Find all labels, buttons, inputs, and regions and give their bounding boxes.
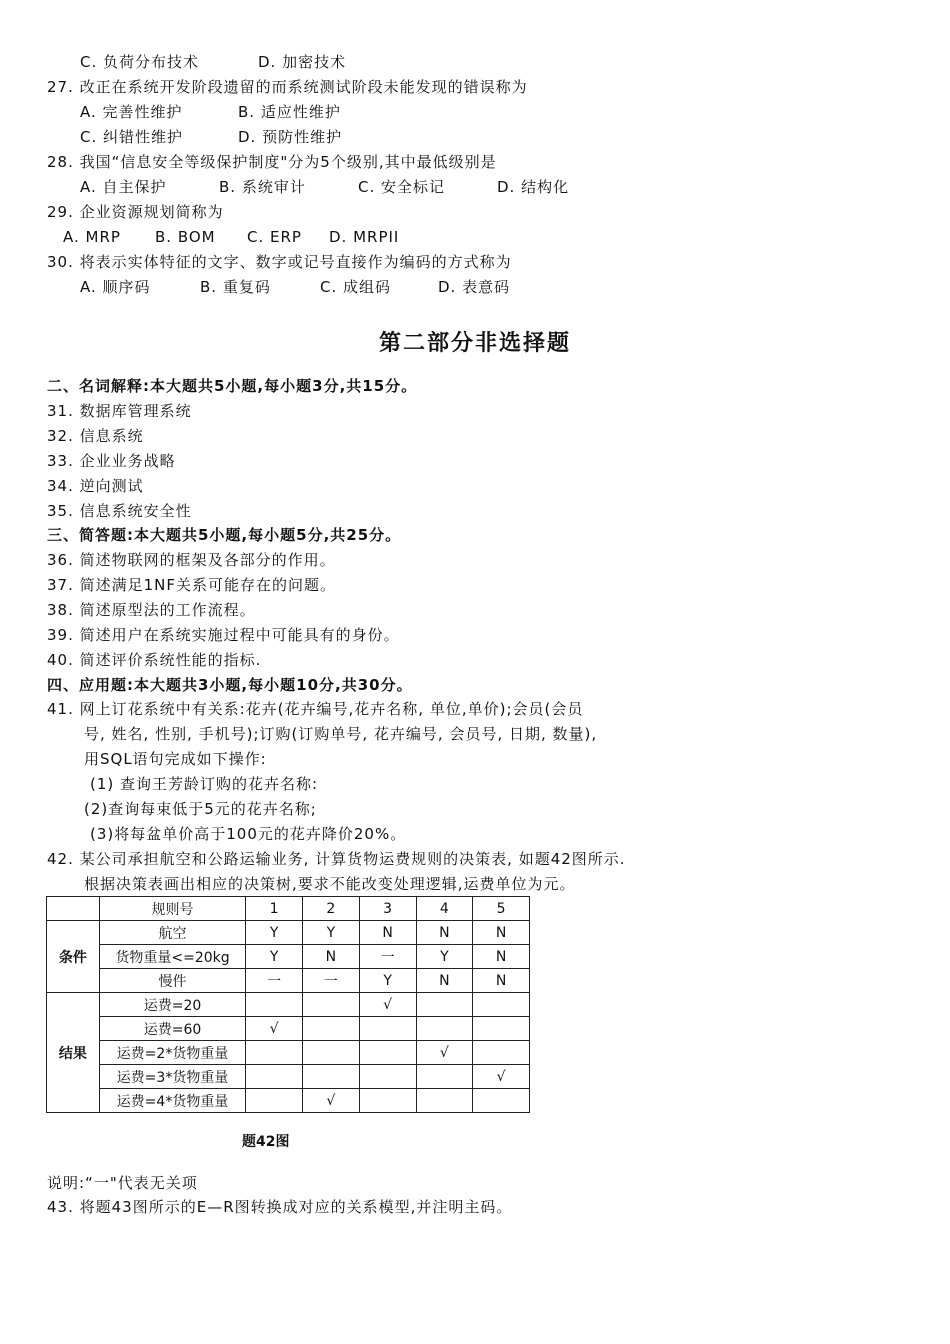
q41-subquestion: (1) 查询王芳龄订购的花卉名称: [90, 775, 319, 793]
table-cell: √ [416, 1041, 473, 1065]
condition-label: 航空 [99, 921, 245, 945]
question-item: 37. 简述满足1NF关系可能存在的问题。 [47, 576, 337, 594]
q28-option-b: B. 系统审计 [219, 178, 306, 196]
condition-label: 货物重量<=20kg [99, 945, 245, 969]
table-cell [416, 1017, 473, 1041]
result-label: 运费=3*货物重量 [99, 1065, 245, 1089]
table-row [47, 969, 530, 993]
q42-line: 根据决策表画出相应的决策树,要求不能改变处理逻辑,运费单位为元。 [84, 875, 576, 893]
rule-number: 3 [359, 897, 416, 921]
question-item: 35. 信息系统安全性 [47, 502, 192, 520]
q27-options-row2 [80, 127, 342, 147]
results-group-label: 结果 [47, 993, 100, 1113]
table-cell: 一 [303, 969, 360, 993]
table-row [47, 993, 530, 1017]
table-cell [303, 1017, 360, 1041]
table-cell: Y [359, 969, 416, 993]
conditions-group-label: 条件 [47, 921, 100, 993]
section4-heading: 四、应用题:本大题共3小题,每小题10分,共30分。 [47, 676, 413, 694]
q41-line: 41. 网上订花系统中有关系:花卉(花卉编号,花卉名称, 单位,单价);会员(会员 [47, 700, 584, 718]
q41-subquestion: (3)将每盆单价高于100元的花卉降价20%。 [90, 825, 407, 843]
table-row [47, 1065, 530, 1089]
q41-line: 用SQL语句完成如下操作: [84, 750, 267, 768]
table-cell: N [416, 921, 473, 945]
q26-options [80, 52, 346, 72]
result-label: 运费=4*货物重量 [99, 1089, 245, 1113]
section2-heading: 二、名词解释:本大题共5小题,每小题3分,共15分。 [47, 377, 418, 395]
table-cell: √ [473, 1065, 530, 1089]
q42-line: 42. 某公司承担航空和公路运输业务, 计算货物运费规则的决策表, 如题42图所示. [47, 850, 626, 868]
table-cell [246, 1089, 303, 1113]
q28-option-d: D. 结构化 [497, 178, 570, 196]
decision-table [46, 896, 530, 1113]
table-row [47, 945, 530, 969]
question-item: 33. 企业业务战略 [47, 452, 176, 470]
q29-option-d: D. MRPII [329, 228, 400, 246]
table-cell [246, 993, 303, 1017]
q29-option-b: B. BOM [155, 228, 216, 246]
table-cell [359, 1041, 416, 1065]
table-cell: N [359, 921, 416, 945]
table-cell: N [416, 969, 473, 993]
table-note: 说明:“一"代表无关项 [47, 1174, 198, 1192]
q28-option-a: A. 自主保护 [80, 178, 167, 196]
table-row [47, 897, 530, 921]
q28-option-c: C. 安全标记 [358, 178, 446, 196]
table-cell [416, 993, 473, 1017]
question-item: 36. 简述物联网的框架及各部分的作用。 [47, 551, 336, 569]
table-row [47, 1089, 530, 1113]
q29-option-a: A. MRP [63, 228, 121, 246]
table-cell: N [473, 921, 530, 945]
question-item: 31. 数据库管理系统 [47, 402, 192, 420]
q41-line: 号, 姓名, 性别, 手机号);订购(订购单号, 花卉编号, 会员号, 日期, 数量), [84, 725, 598, 743]
table-cell: √ [359, 993, 416, 1017]
table-cell [416, 1065, 473, 1089]
q27-option-d: D. 预防性维护 [238, 128, 343, 146]
q27-option-a: A. 完善性维护 [80, 103, 183, 121]
table-cell [303, 1041, 360, 1065]
table-cell: Y [416, 945, 473, 969]
table-cell: N [303, 945, 360, 969]
question-item: 38. 简述原型法的工作流程。 [47, 601, 256, 619]
q29-option-c: C. ERP [247, 228, 302, 246]
table-row [47, 1017, 530, 1041]
q30-option-b: B. 重复码 [200, 278, 271, 296]
q26-option-c: C. 负荷分布技术 [80, 53, 200, 71]
table-cell: N [473, 969, 530, 993]
question-item: 32. 信息系统 [47, 427, 144, 445]
table-cell: 一 [359, 945, 416, 969]
table-cell: √ [246, 1017, 303, 1041]
result-label: 运费=60 [99, 1017, 245, 1041]
question-item: 39. 简述用户在系统实施过程中可能具有的身份。 [47, 626, 400, 644]
q27-option-c: C. 纠错性维护 [80, 128, 184, 146]
table-cell [303, 1065, 360, 1089]
figure-caption: 题42图 [242, 1134, 290, 1150]
table-cell [473, 993, 530, 1017]
question-item: 34. 逆向测试 [47, 477, 144, 495]
q29-stem: 29. 企业资源规划简称为 [47, 203, 224, 221]
table-cell: √ [303, 1089, 360, 1113]
q27-option-b: B. 适应性维护 [238, 103, 341, 121]
table-cell [246, 1065, 303, 1089]
q26-option-d: D. 加密技术 [258, 53, 347, 71]
rule-header: 规则号 [99, 897, 245, 921]
q30-options [80, 277, 510, 297]
table-cell [473, 1041, 530, 1065]
question-item: 40. 简述评价系统性能的指标. [47, 651, 262, 669]
table-row [47, 921, 530, 945]
rule-number: 5 [473, 897, 530, 921]
q28-options [80, 177, 569, 197]
q30-option-c: C. 成组码 [320, 278, 392, 296]
table-cell [359, 1065, 416, 1089]
part2-title: 第二部分非选择题 [378, 331, 571, 356]
table-cell [303, 993, 360, 1017]
q30-option-a: A. 顺序码 [80, 278, 151, 296]
rule-number: 4 [416, 897, 473, 921]
q41-subquestion: (2)查询每束低于5元的花卉名称; [84, 800, 317, 818]
table-cell: Y [303, 921, 360, 945]
section3-heading: 三、简答题:本大题共5小题,每小题5分,共25分。 [47, 526, 402, 544]
q30-stem: 30. 将表示实体特征的文字、数字或记号直接作为编码的方式称为 [47, 253, 512, 271]
table-cell: Y [246, 945, 303, 969]
result-label: 运费=20 [99, 993, 245, 1017]
table-cell [246, 1041, 303, 1065]
rule-number: 1 [246, 897, 303, 921]
table-cell [359, 1089, 416, 1113]
q27-stem: 27. 改正在系统开发阶段遗留的而系统测试阶段未能发现的错误称为 [47, 78, 528, 96]
q30-option-d: D. 表意码 [438, 278, 511, 296]
q29-options [63, 227, 399, 247]
table-corner [47, 897, 100, 921]
rule-number: 2 [303, 897, 360, 921]
table-cell: N [473, 945, 530, 969]
condition-label: 慢件 [99, 969, 245, 993]
q28-stem: 28. 我国“信息安全等级保护制度"分为5个级别,其中最低级别是 [47, 153, 497, 171]
table-cell: 一 [246, 969, 303, 993]
q43-stem: 43. 将题43图所示的E—R图转换成对应的关系模型,并注明主码。 [47, 1198, 513, 1216]
q27-options-row1 [80, 102, 341, 122]
table-cell [359, 1017, 416, 1041]
table-cell [473, 1017, 530, 1041]
table-row [47, 1041, 530, 1065]
result-label: 运费=2*货物重量 [99, 1041, 245, 1065]
table-cell [416, 1089, 473, 1113]
table-cell: Y [246, 921, 303, 945]
table-cell [473, 1089, 530, 1113]
